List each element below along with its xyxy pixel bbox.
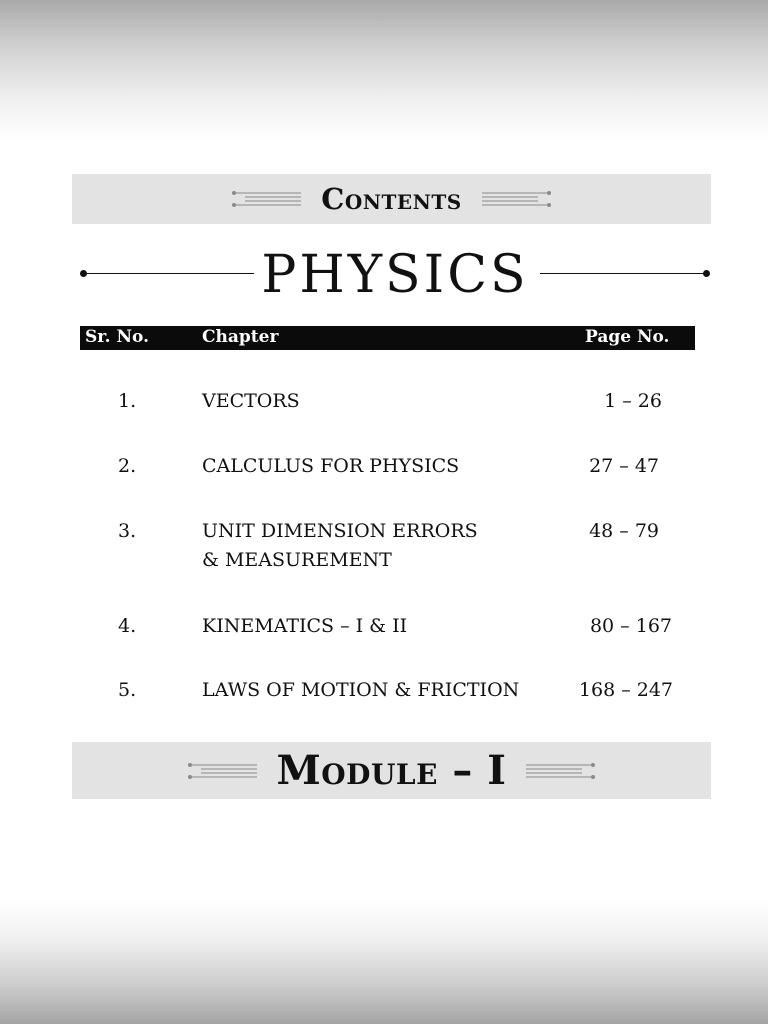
row-chapter-title [202, 452, 562, 481]
row-chapter-title [202, 517, 562, 575]
row-number: 4. [118, 615, 137, 637]
row-page-range: 27 – 47 [589, 455, 659, 477]
module-title: Module – I [276, 747, 507, 794]
right-dot-icon [703, 270, 710, 277]
row-number: 5. [118, 679, 137, 701]
header-sr-no: Sr. No. [85, 327, 150, 347]
contents-title: Contents [321, 182, 462, 216]
row-number: 1. [118, 390, 137, 412]
row-number: 3. [118, 520, 137, 542]
left-line-ornament-icon [187, 759, 259, 783]
subject-heading [80, 240, 710, 310]
right-rule [540, 273, 706, 274]
row-chapter-line: & MEASUREMENT [202, 549, 392, 571]
row-number: 2. [118, 455, 137, 477]
row-chapter-line: VECTORS [202, 390, 300, 412]
row-page-range: 168 – 247 [578, 679, 673, 701]
row-chapter-line: UNIT DIMENSION ERRORS [202, 520, 478, 542]
contents-banner [72, 174, 711, 224]
row-page-range: 1 – 26 [604, 390, 662, 412]
row-chapter-line: CALCULUS FOR PHYSICS [202, 455, 460, 477]
subject-title: PHYSICS [261, 245, 529, 305]
row-page-range: 80 – 167 [589, 615, 672, 637]
header-page-no: Page No. [585, 327, 670, 347]
table-header [80, 326, 695, 350]
row-chapter-title [202, 612, 562, 641]
right-line-ornament-icon [524, 759, 596, 783]
module-banner [72, 742, 711, 799]
row-chapter-title [202, 387, 562, 416]
left-line-ornament-icon [231, 187, 303, 211]
row-chapter-line: KINEMATICS – I & II [202, 615, 408, 637]
right-line-ornament-icon [480, 187, 552, 211]
row-chapter-title [202, 676, 562, 705]
row-page-range: 48 – 79 [589, 520, 659, 542]
row-chapter-line: LAWS OF MOTION & FRICTION [202, 679, 520, 701]
header-chapter: Chapter [202, 327, 279, 347]
